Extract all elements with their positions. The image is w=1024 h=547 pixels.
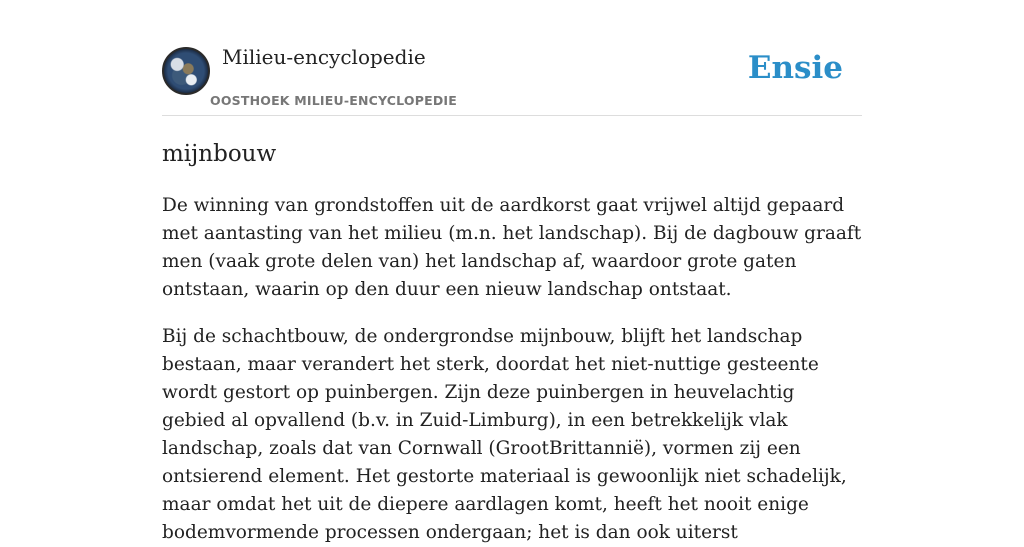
- entry-content: [162, 116, 862, 547]
- entry-paragraph: De winning van grondstoffen uit de aardkorst gaat vrijwel altijd gepaard met aantasting van het milieu (m.n. het landschap). Bij de dagbouw graaft men (vaak grote delen van) het landschap af, waardoor grote gaten ontstaan, waarin op den duur een nieuw landschap ontstaat.: [162, 195, 862, 300]
- earth-globe-icon[interactable]: [162, 47, 210, 95]
- entry-paragraph: Bij de schachtbouw, de ondergrondse mijnbouw, blijft het landschap bestaan, maar verandert het sterk, doordat het niet-nuttige gesteente wordt gestort op puinbergen. Zijn deze puinbergen in heuvelachtig gebied al opvallend (b.v. in Zuid-Limburg), in een betrekkelijk vlak landschap, zoals dat van Cornwall (GrootBrittannië), vormen zij een ontsierend element. Het gestorte materiaal is gewoonlijk niet schadelijk, maar omdat het uit de diepere aardlagen komt, heeft het nooit enige bodemvormende processen ondergaan; het is dan ook uiterst: [162, 326, 847, 543]
- entry-title: mijnbouw: [162, 141, 277, 167]
- site-subtitle: OOSTHOEK MILIEU-ENCYCLOPEDIE: [210, 93, 457, 108]
- brand-logo-link[interactable]: Ensie: [747, 50, 843, 86]
- site-title[interactable]: Milieu-encyclopedie: [222, 45, 426, 69]
- site-header: [162, 0, 862, 116]
